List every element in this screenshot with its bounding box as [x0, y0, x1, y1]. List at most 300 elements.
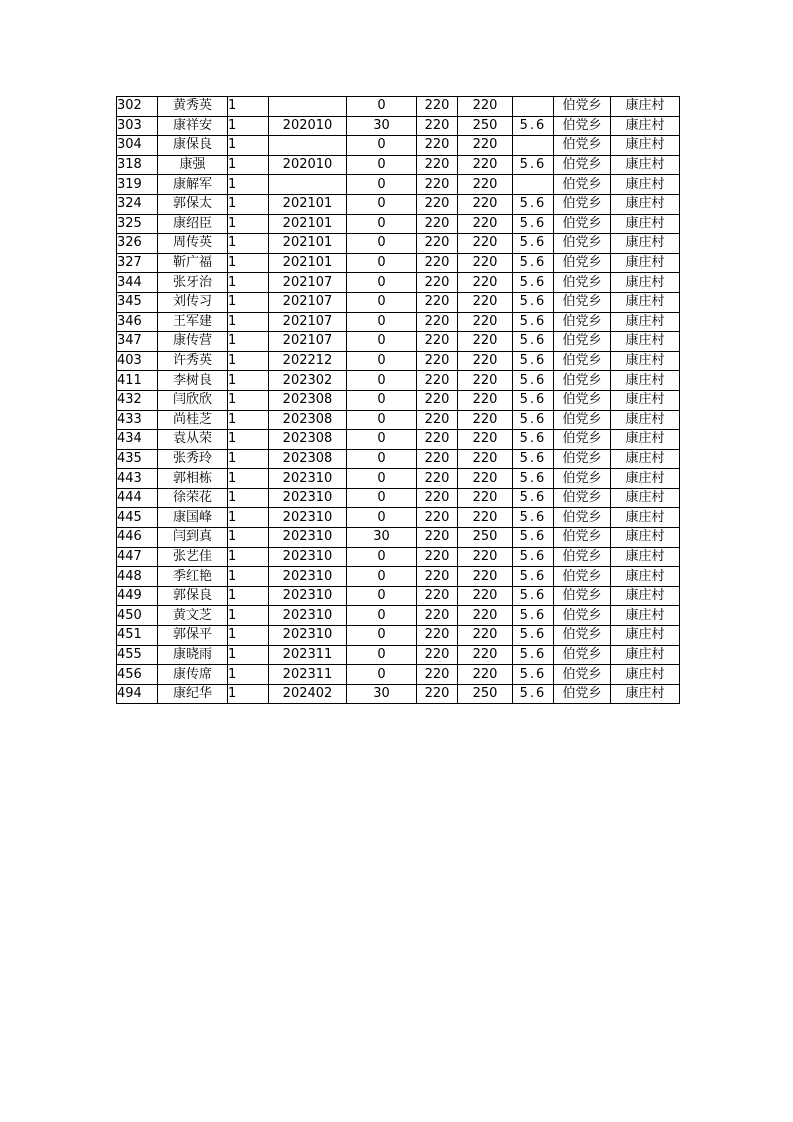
township-cell: 伯党乡: [554, 430, 611, 450]
row-id-cell: 345: [117, 292, 158, 312]
addition-cell: 0: [347, 253, 417, 273]
count-cell: 1: [228, 194, 269, 214]
table-row: [117, 547, 680, 567]
addition-cell: 0: [347, 488, 417, 508]
name-cell: 郭保良: [158, 586, 228, 606]
table-row: [117, 116, 680, 136]
village-cell: 康庄村: [611, 351, 680, 371]
table-row: [117, 645, 680, 665]
date-cell: 202212: [269, 351, 347, 371]
table-row: [117, 567, 680, 587]
total-amount-cell: 220: [458, 606, 513, 626]
addition-cell: 0: [347, 645, 417, 665]
name-cell: 李树良: [158, 371, 228, 391]
rate-cell: 5.6: [513, 292, 554, 312]
rate-cell: 5.6: [513, 488, 554, 508]
total-amount-cell: 220: [458, 292, 513, 312]
village-cell: 康庄村: [611, 194, 680, 214]
row-id-cell: 450: [117, 606, 158, 626]
addition-cell: 0: [347, 449, 417, 469]
addition-cell: 0: [347, 626, 417, 646]
count-cell: 1: [228, 567, 269, 587]
base-amount-cell: 220: [417, 273, 458, 293]
count-cell: 1: [228, 390, 269, 410]
total-amount-cell: 250: [458, 116, 513, 136]
base-amount-cell: 220: [417, 332, 458, 352]
township-cell: 伯党乡: [554, 351, 611, 371]
count-cell: 1: [228, 430, 269, 450]
row-id-cell: 344: [117, 273, 158, 293]
total-amount-cell: 220: [458, 547, 513, 567]
date-cell: 202107: [269, 292, 347, 312]
total-amount-cell: 220: [458, 449, 513, 469]
base-amount-cell: 220: [417, 351, 458, 371]
total-amount-cell: 250: [458, 528, 513, 548]
table-row: [117, 410, 680, 430]
addition-cell: 0: [347, 469, 417, 489]
addition-cell: 0: [347, 136, 417, 156]
rate-cell: 5.6: [513, 273, 554, 293]
date-cell: 202310: [269, 469, 347, 489]
date-cell: 202308: [269, 410, 347, 430]
table-row: [117, 234, 680, 254]
row-id-cell: 432: [117, 390, 158, 410]
row-id-cell: 446: [117, 528, 158, 548]
count-cell: 1: [228, 586, 269, 606]
total-amount-cell: 220: [458, 136, 513, 156]
table-row: [117, 312, 680, 332]
base-amount-cell: 220: [417, 469, 458, 489]
count-cell: 1: [228, 449, 269, 469]
addition-cell: 0: [347, 312, 417, 332]
table-row: [117, 253, 680, 273]
date-cell: 202107: [269, 332, 347, 352]
rate-cell: 5.6: [513, 528, 554, 548]
addition-cell: 0: [347, 547, 417, 567]
total-amount-cell: 220: [458, 332, 513, 352]
row-id-cell: 324: [117, 194, 158, 214]
township-cell: 伯党乡: [554, 175, 611, 195]
name-cell: 许秀英: [158, 351, 228, 371]
total-amount-cell: 220: [458, 665, 513, 685]
row-id-cell: 318: [117, 155, 158, 175]
total-amount-cell: 220: [458, 214, 513, 234]
township-cell: 伯党乡: [554, 234, 611, 254]
date-cell: 202107: [269, 312, 347, 332]
count-cell: 1: [228, 351, 269, 371]
township-cell: 伯党乡: [554, 410, 611, 430]
addition-cell: 0: [347, 292, 417, 312]
base-amount-cell: 220: [417, 626, 458, 646]
date-cell: 202010: [269, 116, 347, 136]
name-cell: 尚桂芝: [158, 410, 228, 430]
township-cell: 伯党乡: [554, 136, 611, 156]
township-cell: 伯党乡: [554, 469, 611, 489]
village-cell: 康庄村: [611, 155, 680, 175]
rate-cell: 5.6: [513, 194, 554, 214]
total-amount-cell: 220: [458, 508, 513, 528]
base-amount-cell: 220: [417, 665, 458, 685]
addition-cell: 0: [347, 606, 417, 626]
date-cell: 202101: [269, 253, 347, 273]
total-amount-cell: 220: [458, 351, 513, 371]
date-cell: [269, 97, 347, 117]
name-cell: 郭保太: [158, 194, 228, 214]
base-amount-cell: 220: [417, 684, 458, 704]
table-row: [117, 292, 680, 312]
village-cell: 康庄村: [611, 312, 680, 332]
base-amount-cell: 220: [417, 606, 458, 626]
table-row: [117, 332, 680, 352]
base-amount-cell: 220: [417, 136, 458, 156]
count-cell: 1: [228, 253, 269, 273]
rate-cell: [513, 136, 554, 156]
village-cell: 康庄村: [611, 214, 680, 234]
table-row: [117, 390, 680, 410]
date-cell: 202308: [269, 430, 347, 450]
township-cell: 伯党乡: [554, 547, 611, 567]
village-cell: 康庄村: [611, 136, 680, 156]
name-cell: 闫到真: [158, 528, 228, 548]
addition-cell: 30: [347, 528, 417, 548]
row-id-cell: 434: [117, 430, 158, 450]
rate-cell: 5.6: [513, 351, 554, 371]
addition-cell: 30: [347, 116, 417, 136]
table-row: [117, 488, 680, 508]
addition-cell: 0: [347, 194, 417, 214]
count-cell: 1: [228, 665, 269, 685]
addition-cell: 0: [347, 430, 417, 450]
township-cell: 伯党乡: [554, 97, 611, 117]
rate-cell: 5.6: [513, 371, 554, 391]
rate-cell: 5.6: [513, 234, 554, 254]
addition-cell: 0: [347, 567, 417, 587]
count-cell: 1: [228, 606, 269, 626]
date-cell: 202310: [269, 488, 347, 508]
total-amount-cell: 220: [458, 469, 513, 489]
table-row: [117, 528, 680, 548]
row-id-cell: 455: [117, 645, 158, 665]
base-amount-cell: 220: [417, 528, 458, 548]
row-id-cell: 445: [117, 508, 158, 528]
row-id-cell: 325: [117, 214, 158, 234]
village-cell: 康庄村: [611, 528, 680, 548]
date-cell: 202010: [269, 155, 347, 175]
township-cell: 伯党乡: [554, 155, 611, 175]
total-amount-cell: 220: [458, 175, 513, 195]
table-row: [117, 684, 680, 704]
total-amount-cell: 220: [458, 234, 513, 254]
base-amount-cell: 220: [417, 214, 458, 234]
township-cell: 伯党乡: [554, 214, 611, 234]
count-cell: 1: [228, 684, 269, 704]
name-cell: 靳广福: [158, 253, 228, 273]
row-id-cell: 327: [117, 253, 158, 273]
row-id-cell: 303: [117, 116, 158, 136]
date-cell: 202101: [269, 234, 347, 254]
row-id-cell: 494: [117, 684, 158, 704]
total-amount-cell: 220: [458, 97, 513, 117]
total-amount-cell: 220: [458, 194, 513, 214]
township-cell: 伯党乡: [554, 332, 611, 352]
name-cell: 张牙治: [158, 273, 228, 293]
date-cell: 202311: [269, 665, 347, 685]
addition-cell: 0: [347, 508, 417, 528]
count-cell: 1: [228, 626, 269, 646]
count-cell: 1: [228, 508, 269, 528]
name-cell: 袁从荣: [158, 430, 228, 450]
name-cell: 季红艳: [158, 567, 228, 587]
count-cell: 1: [228, 410, 269, 430]
base-amount-cell: 220: [417, 390, 458, 410]
date-cell: 202310: [269, 528, 347, 548]
date-cell: 202308: [269, 390, 347, 410]
table-row: [117, 449, 680, 469]
table-row: [117, 175, 680, 195]
name-cell: 黄文芝: [158, 606, 228, 626]
total-amount-cell: 220: [458, 390, 513, 410]
name-cell: 康绍臣: [158, 214, 228, 234]
date-cell: 202310: [269, 626, 347, 646]
base-amount-cell: 220: [417, 567, 458, 587]
village-cell: 康庄村: [611, 684, 680, 704]
rate-cell: 5.6: [513, 430, 554, 450]
name-cell: 周传英: [158, 234, 228, 254]
village-cell: 康庄村: [611, 332, 680, 352]
addition-cell: 0: [347, 371, 417, 391]
addition-cell: 0: [347, 390, 417, 410]
count-cell: 1: [228, 371, 269, 391]
count-cell: 1: [228, 175, 269, 195]
base-amount-cell: 220: [417, 312, 458, 332]
village-cell: 康庄村: [611, 606, 680, 626]
base-amount-cell: 220: [417, 97, 458, 117]
name-cell: 郭保平: [158, 626, 228, 646]
village-cell: 康庄村: [611, 508, 680, 528]
village-cell: 康庄村: [611, 469, 680, 489]
row-id-cell: 447: [117, 547, 158, 567]
total-amount-cell: 220: [458, 645, 513, 665]
table-row: [117, 155, 680, 175]
row-id-cell: 411: [117, 371, 158, 391]
total-amount-cell: 220: [458, 155, 513, 175]
table-row: [117, 214, 680, 234]
name-cell: 王军建: [158, 312, 228, 332]
name-cell: 康保良: [158, 136, 228, 156]
row-id-cell: 326: [117, 234, 158, 254]
row-id-cell: 433: [117, 410, 158, 430]
base-amount-cell: 220: [417, 488, 458, 508]
table-row: [117, 606, 680, 626]
township-cell: 伯党乡: [554, 684, 611, 704]
village-cell: 康庄村: [611, 488, 680, 508]
township-cell: 伯党乡: [554, 626, 611, 646]
rate-cell: 5.6: [513, 469, 554, 489]
base-amount-cell: 220: [417, 371, 458, 391]
village-cell: 康庄村: [611, 253, 680, 273]
addition-cell: 0: [347, 155, 417, 175]
township-cell: 伯党乡: [554, 390, 611, 410]
township-cell: 伯党乡: [554, 273, 611, 293]
base-amount-cell: 220: [417, 253, 458, 273]
township-cell: 伯党乡: [554, 449, 611, 469]
count-cell: 1: [228, 488, 269, 508]
addition-cell: 0: [347, 234, 417, 254]
rate-cell: 5.6: [513, 567, 554, 587]
table-row: [117, 97, 680, 117]
rate-cell: 5.6: [513, 626, 554, 646]
township-cell: 伯党乡: [554, 606, 611, 626]
total-amount-cell: 220: [458, 273, 513, 293]
table-row: [117, 194, 680, 214]
name-cell: 康纪华: [158, 684, 228, 704]
table-row: [117, 586, 680, 606]
base-amount-cell: 220: [417, 175, 458, 195]
total-amount-cell: 220: [458, 312, 513, 332]
base-amount-cell: 220: [417, 508, 458, 528]
village-cell: 康庄村: [611, 175, 680, 195]
total-amount-cell: 220: [458, 371, 513, 391]
date-cell: 202107: [269, 273, 347, 293]
township-cell: 伯党乡: [554, 292, 611, 312]
name-cell: 康传席: [158, 665, 228, 685]
village-cell: 康庄村: [611, 645, 680, 665]
row-id-cell: 403: [117, 351, 158, 371]
township-cell: 伯党乡: [554, 528, 611, 548]
base-amount-cell: 220: [417, 292, 458, 312]
rate-cell: 5.6: [513, 410, 554, 430]
total-amount-cell: 220: [458, 430, 513, 450]
base-amount-cell: 220: [417, 155, 458, 175]
addition-cell: 0: [347, 214, 417, 234]
addition-cell: 0: [347, 97, 417, 117]
date-cell: 202310: [269, 606, 347, 626]
total-amount-cell: 220: [458, 410, 513, 430]
addition-cell: 30: [347, 684, 417, 704]
village-cell: 康庄村: [611, 665, 680, 685]
village-cell: 康庄村: [611, 234, 680, 254]
name-cell: 张艺佳: [158, 547, 228, 567]
village-cell: 康庄村: [611, 567, 680, 587]
row-id-cell: 319: [117, 175, 158, 195]
table-row: [117, 469, 680, 489]
roster-table: [116, 96, 680, 704]
date-cell: 202310: [269, 508, 347, 528]
count-cell: 1: [228, 547, 269, 567]
village-cell: 康庄村: [611, 116, 680, 136]
date-cell: 202101: [269, 194, 347, 214]
township-cell: 伯党乡: [554, 488, 611, 508]
village-cell: 康庄村: [611, 626, 680, 646]
township-cell: 伯党乡: [554, 586, 611, 606]
name-cell: 康晓雨: [158, 645, 228, 665]
name-cell: 康强: [158, 155, 228, 175]
rate-cell: 5.6: [513, 547, 554, 567]
date-cell: [269, 136, 347, 156]
name-cell: 康祥安: [158, 116, 228, 136]
date-cell: 202310: [269, 547, 347, 567]
date-cell: 202402: [269, 684, 347, 704]
base-amount-cell: 220: [417, 430, 458, 450]
village-cell: 康庄村: [611, 273, 680, 293]
rate-cell: 5.6: [513, 586, 554, 606]
row-id-cell: 302: [117, 97, 158, 117]
count-cell: 1: [228, 312, 269, 332]
township-cell: 伯党乡: [554, 194, 611, 214]
rate-cell: 5.6: [513, 508, 554, 528]
village-cell: 康庄村: [611, 449, 680, 469]
township-cell: 伯党乡: [554, 312, 611, 332]
base-amount-cell: 220: [417, 449, 458, 469]
row-id-cell: 435: [117, 449, 158, 469]
table-row: [117, 351, 680, 371]
name-cell: 康解军: [158, 175, 228, 195]
date-cell: 202311: [269, 645, 347, 665]
total-amount-cell: 220: [458, 567, 513, 587]
date-cell: 202310: [269, 586, 347, 606]
base-amount-cell: 220: [417, 645, 458, 665]
addition-cell: 0: [347, 332, 417, 352]
total-amount-cell: 250: [458, 684, 513, 704]
rate-cell: 5.6: [513, 214, 554, 234]
row-id-cell: 449: [117, 586, 158, 606]
count-cell: 1: [228, 214, 269, 234]
village-cell: 康庄村: [611, 410, 680, 430]
count-cell: 1: [228, 645, 269, 665]
village-cell: 康庄村: [611, 390, 680, 410]
total-amount-cell: 220: [458, 626, 513, 646]
village-cell: 康庄村: [611, 292, 680, 312]
table-row: [117, 136, 680, 156]
date-cell: 202302: [269, 371, 347, 391]
addition-cell: 0: [347, 586, 417, 606]
village-cell: 康庄村: [611, 430, 680, 450]
rate-cell: 5.6: [513, 390, 554, 410]
township-cell: 伯党乡: [554, 116, 611, 136]
total-amount-cell: 220: [458, 253, 513, 273]
count-cell: 1: [228, 116, 269, 136]
row-id-cell: 444: [117, 488, 158, 508]
village-cell: 康庄村: [611, 586, 680, 606]
count-cell: 1: [228, 136, 269, 156]
township-cell: 伯党乡: [554, 253, 611, 273]
name-cell: 黄秀英: [158, 97, 228, 117]
village-cell: 康庄村: [611, 97, 680, 117]
township-cell: 伯党乡: [554, 665, 611, 685]
name-cell: 徐荣花: [158, 488, 228, 508]
count-cell: 1: [228, 469, 269, 489]
rate-cell: [513, 175, 554, 195]
count-cell: 1: [228, 97, 269, 117]
table-row: [117, 508, 680, 528]
date-cell: 202308: [269, 449, 347, 469]
total-amount-cell: 220: [458, 488, 513, 508]
rate-cell: 5.6: [513, 253, 554, 273]
rate-cell: 5.6: [513, 312, 554, 332]
total-amount-cell: 220: [458, 586, 513, 606]
name-cell: 闫欣欣: [158, 390, 228, 410]
count-cell: 1: [228, 234, 269, 254]
table-row: [117, 371, 680, 391]
rate-cell: 5.6: [513, 606, 554, 626]
rate-cell: 5.6: [513, 155, 554, 175]
township-cell: 伯党乡: [554, 645, 611, 665]
row-id-cell: 456: [117, 665, 158, 685]
row-id-cell: 347: [117, 332, 158, 352]
name-cell: 康传营: [158, 332, 228, 352]
table-row: [117, 626, 680, 646]
rate-cell: 5.6: [513, 645, 554, 665]
